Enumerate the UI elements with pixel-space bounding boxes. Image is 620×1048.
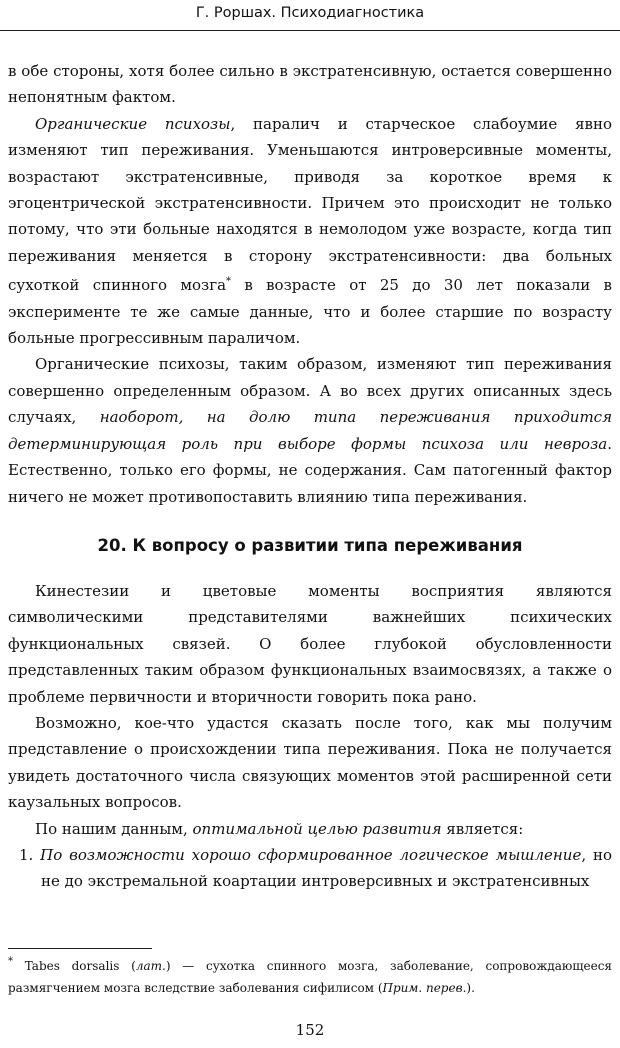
page-number: 152 (295, 1021, 325, 1039)
paragraph-conclusion: Органические психозы, таким образом, изменяют тип переживания совершенно определенным образом. А во всех других описанных здесь случаях, наоборот, на долю типа переживания приходится детерминирующая роль при выборе формы психоза или невроза. Естественно, только его формы, не содержания. Сам патогенный фактор ничего не может противопоставить влиянию типа переживания. (8, 355, 613, 506)
paragraph-kinesthesia: Кинестезии и цветовые моменты восприятия являются символическими представителями важнейших психических функциональных связей. О более глубокой обусловленности представленных таким образом функциональных взаимосвязях, а также о проблеме первичности и вторичности говорить пока рано. (8, 582, 612, 706)
text-block-top (8, 58, 612, 510)
section-heading: 20. К вопросу о развитии типа переживания (97, 536, 523, 555)
text-block-section (8, 578, 612, 895)
emphasis: Прим. перев. (382, 981, 467, 995)
paragraph-origin: Возможно, кое-что удастся сказать после того, как мы получим представление о происхождении типа переживания. Пока не получается увидеть достаточного числа связующих моментов этой расширенной сети каузальных вопросов. (8, 714, 612, 812)
header-rule (0, 30, 620, 31)
paragraph-continuation: в обе стороны, хотя более сильно в экстратенсивную, остается совершенно непонятным фактом. (8, 62, 612, 107)
running-header (0, 0, 620, 32)
list-item: 1. По возможности хорошо сформированное логическое мышление, но не до экстремальной коартации интроверсивных и экстратенсивных (19, 846, 612, 891)
footnote-marker: * (8, 956, 13, 967)
footnote-rule (8, 948, 152, 949)
footnote: * Tabes dorsalis (лат.) — сухотка спинного мозга, заболевание, сопровождающееся размягчением мозга вследствие заболевания сифилисом (Прим. перев.). (8, 956, 612, 995)
paragraph-goal: По нашим данным, оптимальной целью развития является: (35, 819, 524, 838)
list-item-number: 1. (19, 846, 41, 865)
header-title: Г. Роршах. Психодиагностика (195, 5, 425, 21)
emphasis: лат. (135, 959, 166, 973)
paragraph-organic-psychoses: Органические психозы, паралич и старческое слабоумие явно изменяют тип переживания. Уменьшаются интроверсивные моменты, возрастают экстратенсивные, приводя за короткое время к эгоцентрической экстратенсивности. Причем это происходит не только потому, что эти больные находятся в немолодом уже возрасте, когда тип переживания меняется в сторону экстратенсивности: два больных сухоткой спинного мозга* в возрасте от 25 до 30 лет показали в эксперименте те же самые данные, что и более старшие по возрасту больные прогрессивным параличом. (8, 114, 613, 348)
emphasis: По возможности хорошо сформированное логическое мышление (40, 846, 582, 865)
emphasis: оптимальной целью развития (192, 819, 442, 838)
emphasis: наоборот, на долю типа переживания приходится детерминирующая роль при выборе формы психоза или невроза (8, 408, 613, 453)
emphasis: Органические психозы (35, 114, 231, 133)
footnote-marker: * (226, 276, 232, 288)
